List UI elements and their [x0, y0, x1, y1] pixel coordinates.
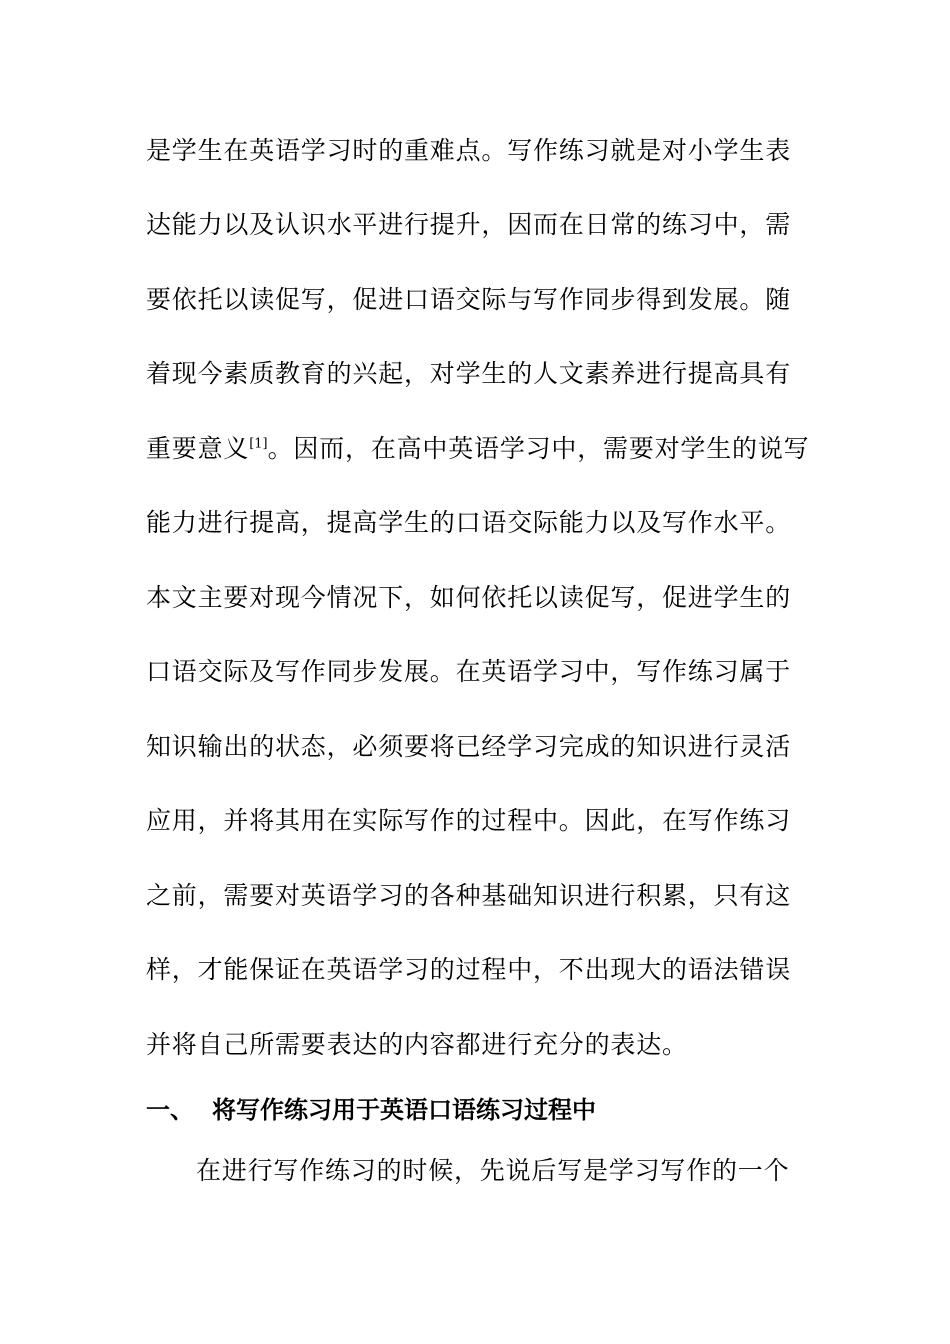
paragraph-line: 达能力以及认识水平进行提升，因而在日常的练习中，需	[146, 210, 792, 239]
paragraph-line: 样，才能保证在英语学习的过程中，不出现大的语法错误	[146, 955, 792, 984]
paragraph-line: 在进行写作练习的时候，先说后写是学习写作的一个	[196, 1156, 790, 1185]
line-text: 重要意义	[146, 434, 250, 463]
paragraph-line: 能力进行提高，提高学生的口语交际能力以及写作水平。	[146, 508, 792, 537]
section-heading	[146, 1095, 806, 1125]
paragraph-line: 应用，并将其用在实际写作的过程中。因此，在写作练习	[146, 806, 792, 835]
paragraph-line: 口语交际及写作同步发展。在英语学习中，写作练习属于	[146, 657, 792, 686]
paragraph-line: 要依托以读促写，促进口语交际与写作同步得到发展。随	[146, 285, 792, 314]
paragraph-line: 着现今素质教育的兴起，对学生的人文素养进行提高具有	[146, 359, 792, 388]
paragraph-line: 本文主要对现今情况下，如何依托以读促写，促进学生的	[146, 583, 792, 612]
section-number: 一、	[146, 1096, 194, 1124]
paragraph-line: 之前，需要对英语学习的各种基础知识进行积累，只有这	[146, 881, 792, 910]
paragraph-line: 知识输出的状态，必须要将已经学习完成的知识进行灵活	[146, 732, 792, 761]
paragraph-line: 并将自己所需要表达的内容都进行充分的表达。	[146, 1030, 688, 1059]
paragraph-line	[146, 434, 810, 464]
paragraph-line: 是学生在英语学习时的重难点。写作练习就是对小学生表	[146, 136, 792, 165]
line-text: 。因而，在高中英语学习中，需要对学生的说写	[267, 434, 810, 463]
citation-marker: [1]	[249, 436, 268, 452]
section-title: 将写作练习用于英语口语练习过程中	[212, 1096, 596, 1124]
